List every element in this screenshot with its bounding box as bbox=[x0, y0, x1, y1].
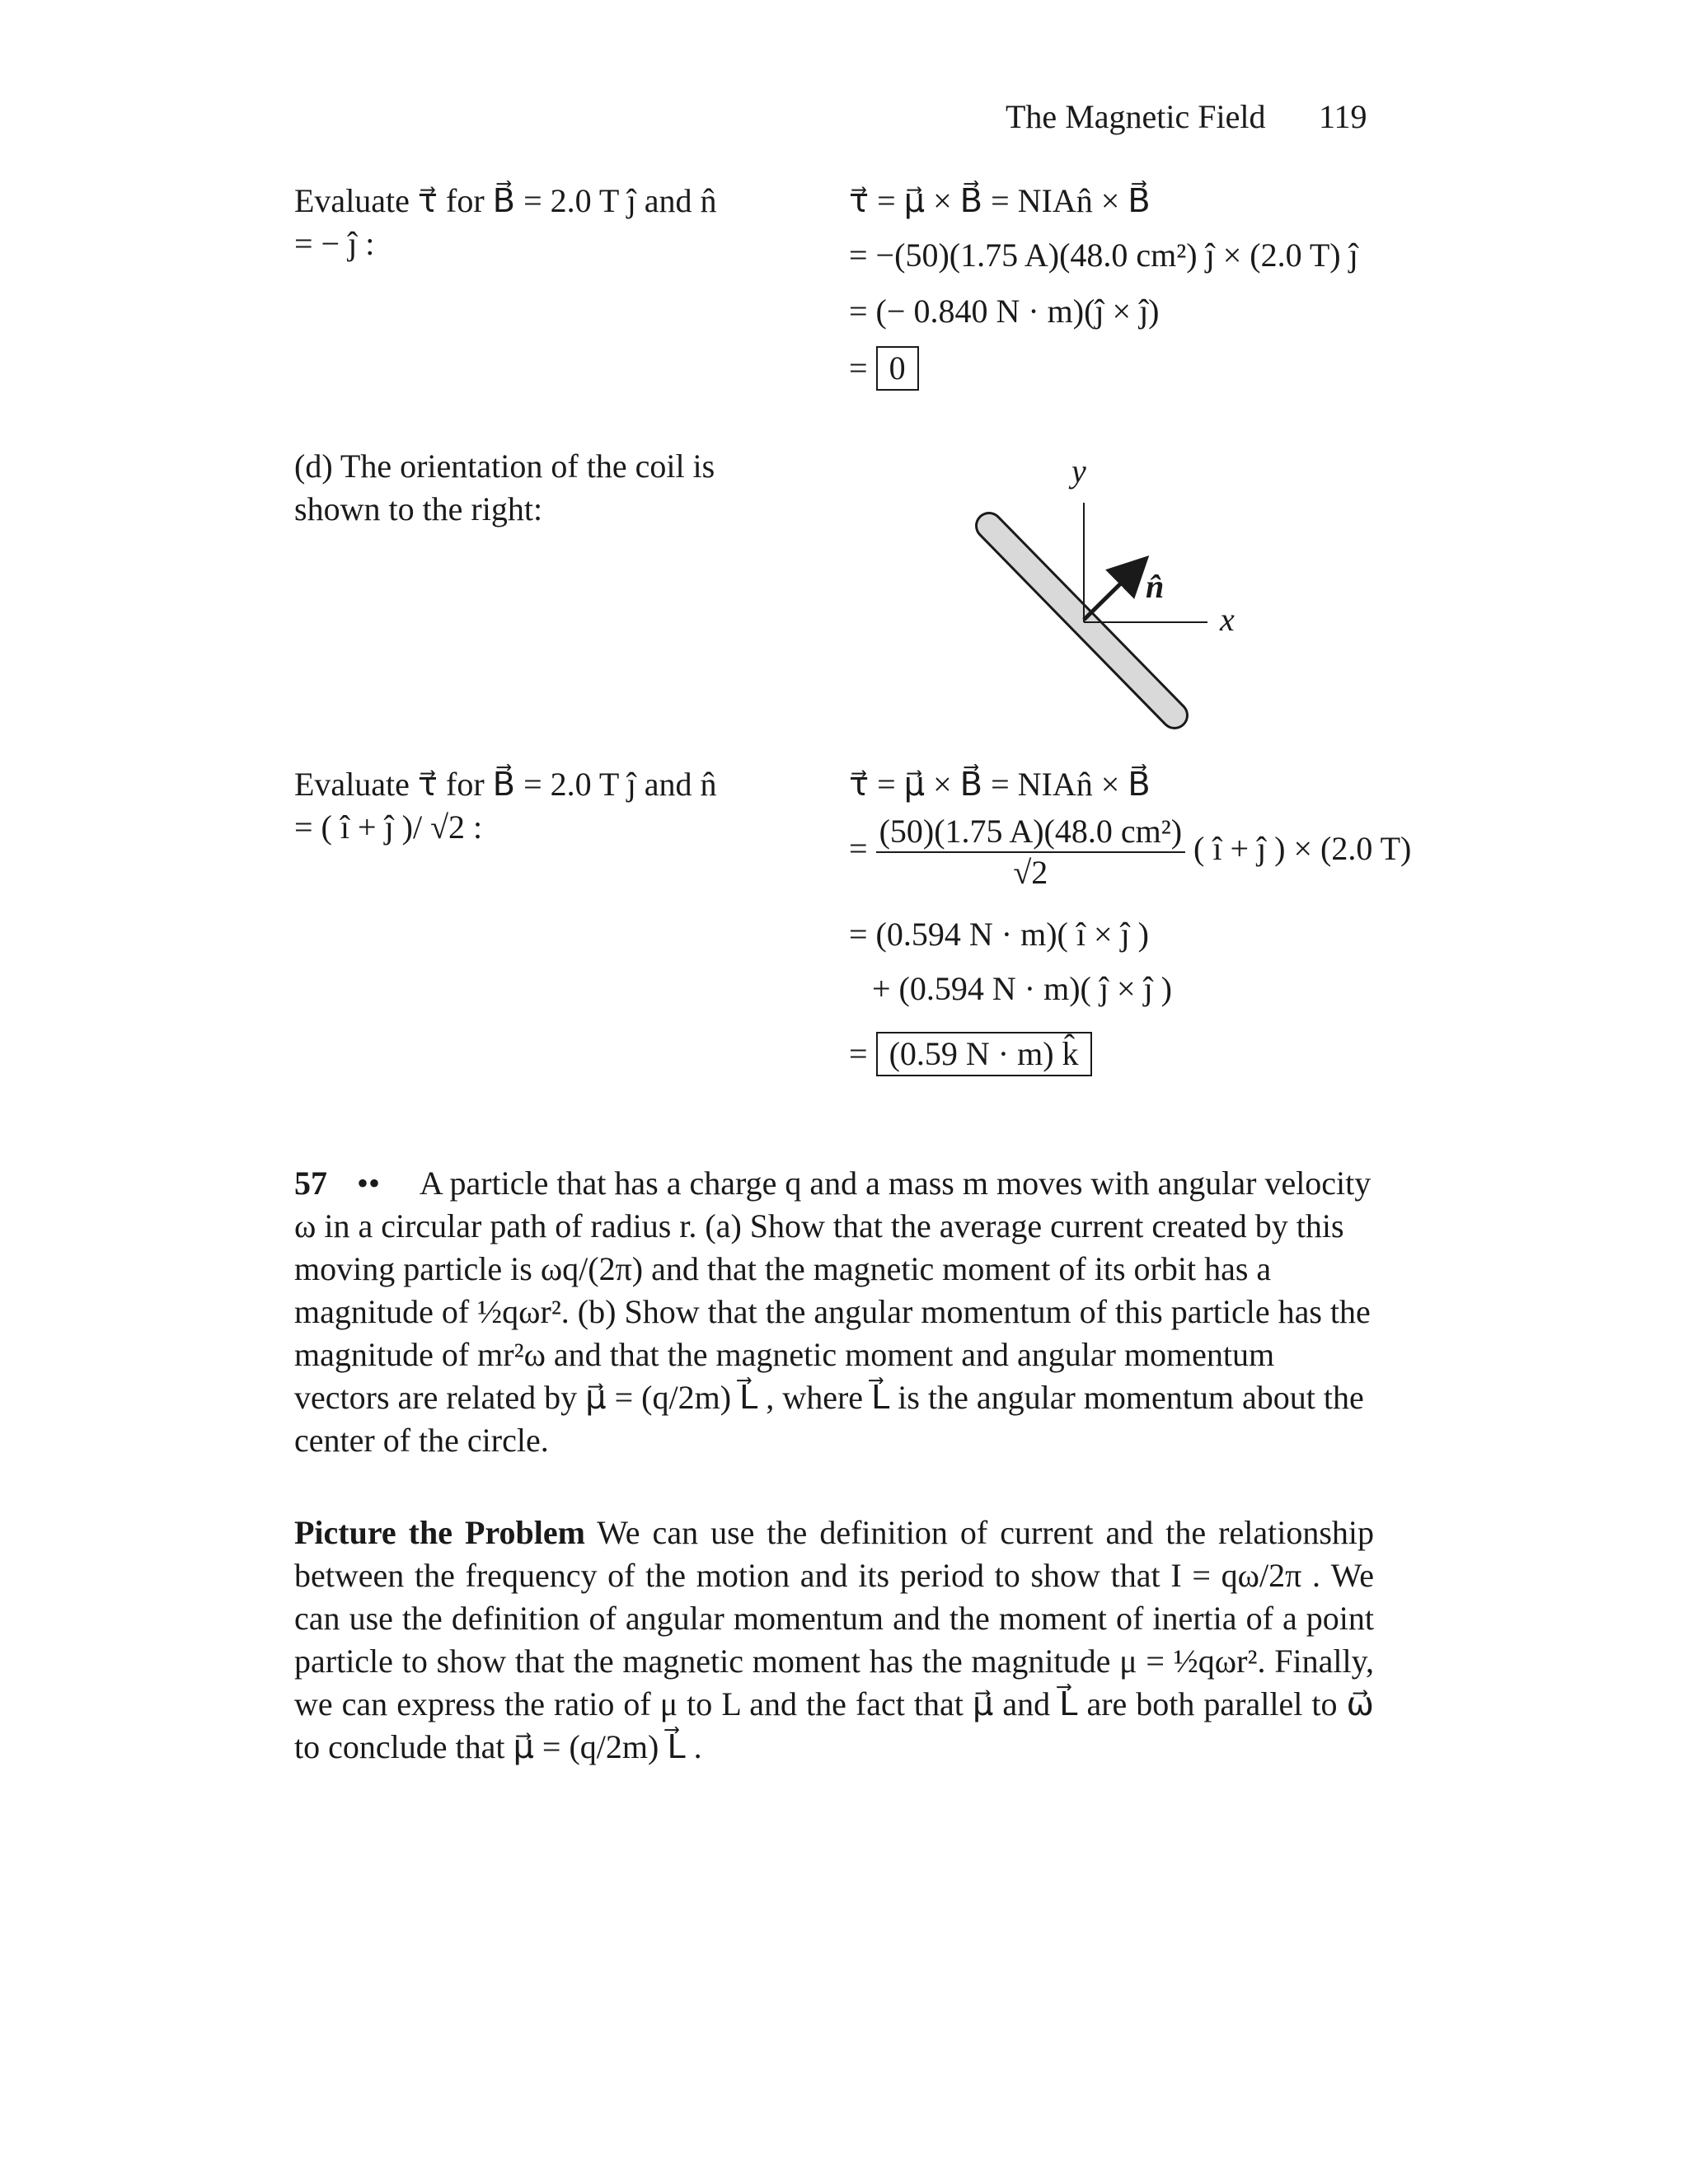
problem-text: A particle that has a charge q and a mass m moves with angular velocity ω in a circular path of radius r. (a) Show that the average current created by this moving particle is ωq/(2π) and that the magnetic moment of its orbit has a magnitude of ½qωr². (b) Show that the angular momentum of this particle has the magnitude of mr²ω and that the magnetic moment and angular momentum vectors are related by μ⃗ = (q/2m) L⃗ , where L⃗ is the angular momentum about the center of the circle. bbox=[294, 1165, 1372, 1459]
picture-the-problem-label: Picture the Problem bbox=[294, 1514, 585, 1551]
normal-vector-label: n̂ bbox=[1146, 568, 1165, 605]
part-c-prompt-line2: = − ĵ : bbox=[294, 225, 375, 262]
part-d-eq5-prefix: = bbox=[849, 1035, 868, 1072]
part-c-eq4 bbox=[849, 346, 919, 391]
part-d-eq1: τ⃗ = μ⃗ × B⃗ = NIAn̂ × B⃗ bbox=[849, 766, 1151, 803]
part-c-result-box: 0 bbox=[876, 346, 919, 391]
page-number: 119 bbox=[1319, 98, 1367, 135]
part-d-eq4: + (0.594 N · m)( ĵ × ĵ ) bbox=[872, 970, 1172, 1007]
problem-57 bbox=[294, 1162, 1374, 1462]
part-d-result-box: (0.59 N · m) k̂ bbox=[876, 1032, 1092, 1076]
part-c-eq2: = −(50)(1.75 A)(48.0 cm²) ĵ × (2.0 T) ĵ bbox=[849, 237, 1358, 274]
part-d-prompt-line1: Evaluate τ⃗ for B⃗ = 2.0 T ĵ and n̂ bbox=[294, 766, 717, 803]
part-d-text-line1: (d) The orientation of the coil is bbox=[294, 448, 715, 485]
part-d-eq2-prefix: = bbox=[849, 830, 868, 868]
y-axis-label: y bbox=[1071, 452, 1086, 490]
problem-number: 57 bbox=[294, 1165, 327, 1202]
part-d-eq5 bbox=[849, 1032, 1092, 1076]
coil-orientation-figure bbox=[948, 445, 1261, 742]
picture-the-problem-text: We can use the definition of current and the relationship between the frequency of the motion and its period to show that I = qω/2π . We can use the definition of angular momentum and the moment of inertia of a point particle to show that the magnetic moment has the magnitude μ = ½qωr². Finally, we can express the ratio of μ to L and the fact that μ⃗ and L⃗ are both parallel to ω⃗ to conclude that μ⃗ = (q/2m) L⃗ . bbox=[294, 1514, 1375, 1765]
part-c-eq4-prefix: = bbox=[849, 349, 868, 387]
part-d-eq3: = (0.594 N · m)( î × ĵ ) bbox=[849, 916, 1149, 953]
part-c-eq3: = (− 0.840 N · m)(ĵ × ĵ) bbox=[849, 293, 1160, 330]
normal-vector-arrow bbox=[1084, 567, 1137, 620]
running-header-title: The Magnetic Field bbox=[1006, 98, 1266, 135]
part-c-prompt bbox=[294, 180, 756, 265]
part-d-text-line2: shown to the right: bbox=[294, 490, 543, 527]
part-d-eq2-suffix: ( î + ĵ ) × (2.0 T) bbox=[1193, 830, 1412, 868]
part-d-eq2 bbox=[849, 812, 1411, 893]
part-c-prompt-line1: Evaluate τ⃗ for B⃗ = 2.0 T ĵ and n̂ bbox=[294, 182, 717, 219]
part-d-prompt bbox=[294, 763, 756, 849]
part-c-eq1: τ⃗ = μ⃗ × B⃗ = NIAn̂ × B⃗ bbox=[849, 182, 1151, 219]
part-d-eq2-numerator: (50)(1.75 A)(48.0 cm²) bbox=[876, 812, 1185, 853]
coil-shape bbox=[989, 526, 1175, 715]
picture-the-problem bbox=[294, 1511, 1374, 1769]
part-d-prompt-line2: = ( î + ĵ )/ √2 : bbox=[294, 808, 483, 846]
x-axis-label: x bbox=[1220, 601, 1235, 638]
part-d-eq2-fraction bbox=[876, 812, 1185, 893]
difficulty-dots: •• bbox=[357, 1165, 381, 1202]
part-d-text bbox=[294, 445, 805, 531]
part-d-eq2-denominator: √2 bbox=[1013, 854, 1048, 891]
